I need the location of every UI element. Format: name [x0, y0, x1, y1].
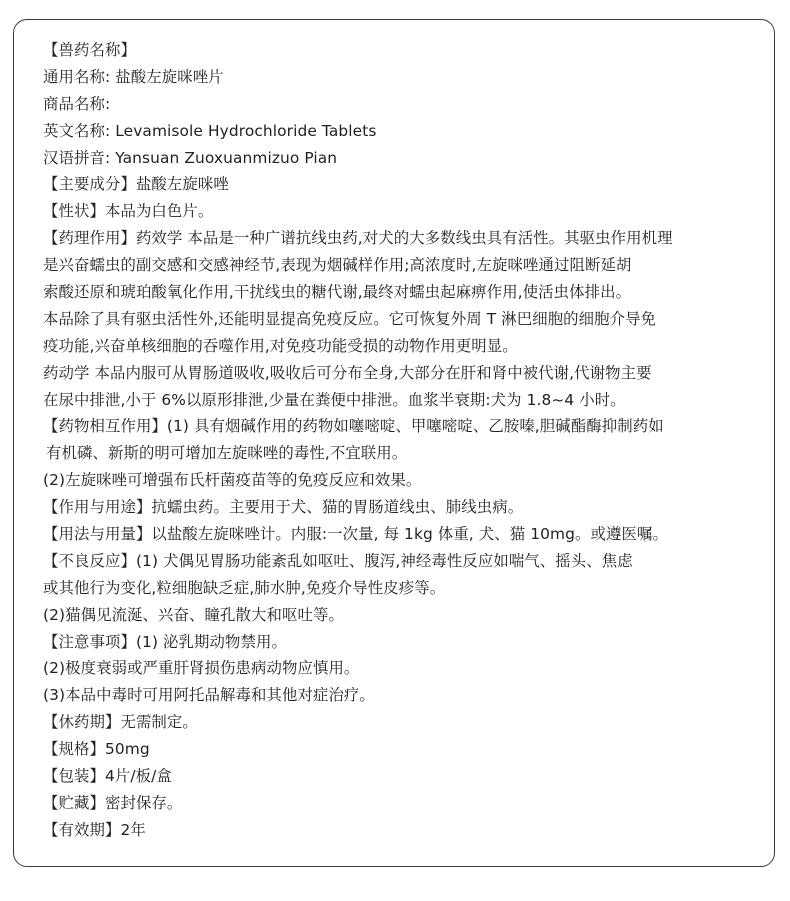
interactions-line-1: 【药物相互作用】(1) 具有烟碱作用的药物如噻嘧啶、甲噻嘧啶、乙胺嗪,胆碱酯酶抑制药如 [43, 417, 664, 436]
generic-name: 通用名称: 盐酸左旋咪唑片 [43, 67, 224, 86]
indications: 【作用与用途】抗蠕虫药。主要用于犬、猫的胃肠道线虫、肺线虫病。 [43, 498, 524, 517]
pharmacokinetics-line-2: 在尿中排泄,小于 6%以原形排泄,少量在粪便中排泄。血浆半衰期:犬为 1.8~4 小时。 [43, 390, 626, 409]
storage: 【贮藏】密封保存。 [43, 793, 183, 812]
adverse-reactions-line-1: 【不良反应】(1) 犬偶见胃肠功能紊乱如呕吐、腹泻,神经毒性反应如喘气、摇头、焦虑 [43, 551, 633, 570]
specification: 【规格】50mg [43, 740, 150, 759]
dosage: 【用法与用量】以盐酸左旋咪唑计。内服:一次量, 每 1kg 体重, 犬、猫 10mg。或遵医嘱。 [43, 525, 668, 544]
precautions-line-2: (2)极度衰弱或严重肝肾损伤患病动物应慎用。 [43, 659, 360, 678]
packaging: 【包装】4片/板/盒 [43, 767, 172, 786]
shelf-life: 【有效期】2年 [43, 820, 146, 839]
pharmacology-line-5: 疫功能,兴奋单核细胞的吞噬作用,对免疫功能受损的动物作用更明显。 [43, 336, 518, 355]
main-ingredient: 【主要成分】盐酸左旋咪唑 [43, 175, 229, 194]
pharmacology-line-4: 本品除了具有驱虫活性外,还能明显提高免疫反应。它可恢复外周 T 淋巴细胞的细胞介导免 [43, 309, 657, 328]
precautions-line-1: 【注意事项】(1) 泌乳期动物禁用。 [43, 632, 287, 651]
adverse-reactions-line-3: (2)猫偶见流涎、兴奋、瞳孔散大和呕吐等。 [43, 605, 344, 624]
precautions-line-3: (3)本品中毒时可用阿托品解毒和其他对症治疗。 [43, 686, 375, 705]
pharmacology-line-3: 索酸还原和琥珀酸氧化作用,干扰线虫的糖代谢,最终对蠕虫起麻痹作用,使活虫体排出。 [43, 283, 632, 302]
english-name: 英文名称: Levamisole Hydrochloride Tablets [43, 121, 377, 140]
pharmacokinetics-line-1: 药动学 本品内服可从胃肠道吸收,吸收后可分布全身,大部分在肝和肾中被代谢,代谢物主要 [43, 363, 652, 382]
label-document-frame [13, 19, 775, 867]
interactions-line-2: 有机磷、新斯的明可增加左旋咪唑的毒性,不宜联用。 [46, 444, 408, 463]
adverse-reactions-line-2: 或其他行为变化,粒细胞缺乏症,肺水肿,免疫介导性皮疹等。 [43, 578, 446, 597]
interactions-line-3: (2)左旋咪唑可增强布氏杆菌疫苗等的免疫反应和效果。 [43, 471, 422, 490]
withdrawal-period: 【休药期】无需制定。 [43, 713, 198, 732]
section-drug-name-heading: 【兽药名称】 [43, 41, 136, 59]
appearance: 【性状】本品为白色片。 [43, 202, 214, 221]
pharmacology-line-1: 【药理作用】药效学 本品是一种广谱抗线虫药,对犬的大多数线虫具有活性。其驱虫作用机理 [43, 229, 673, 248]
pinyin-name: 汉语拼音: Yansuan Zuoxuanmizuo Pian [43, 148, 338, 167]
trade-name: 商品名称: [43, 94, 111, 113]
pharmacology-line-2: 是兴奋蠕虫的副交感和交感神经节,表现为烟碱样作用;高浓度时,左旋咪唑通过阻断延胡 [43, 256, 632, 275]
